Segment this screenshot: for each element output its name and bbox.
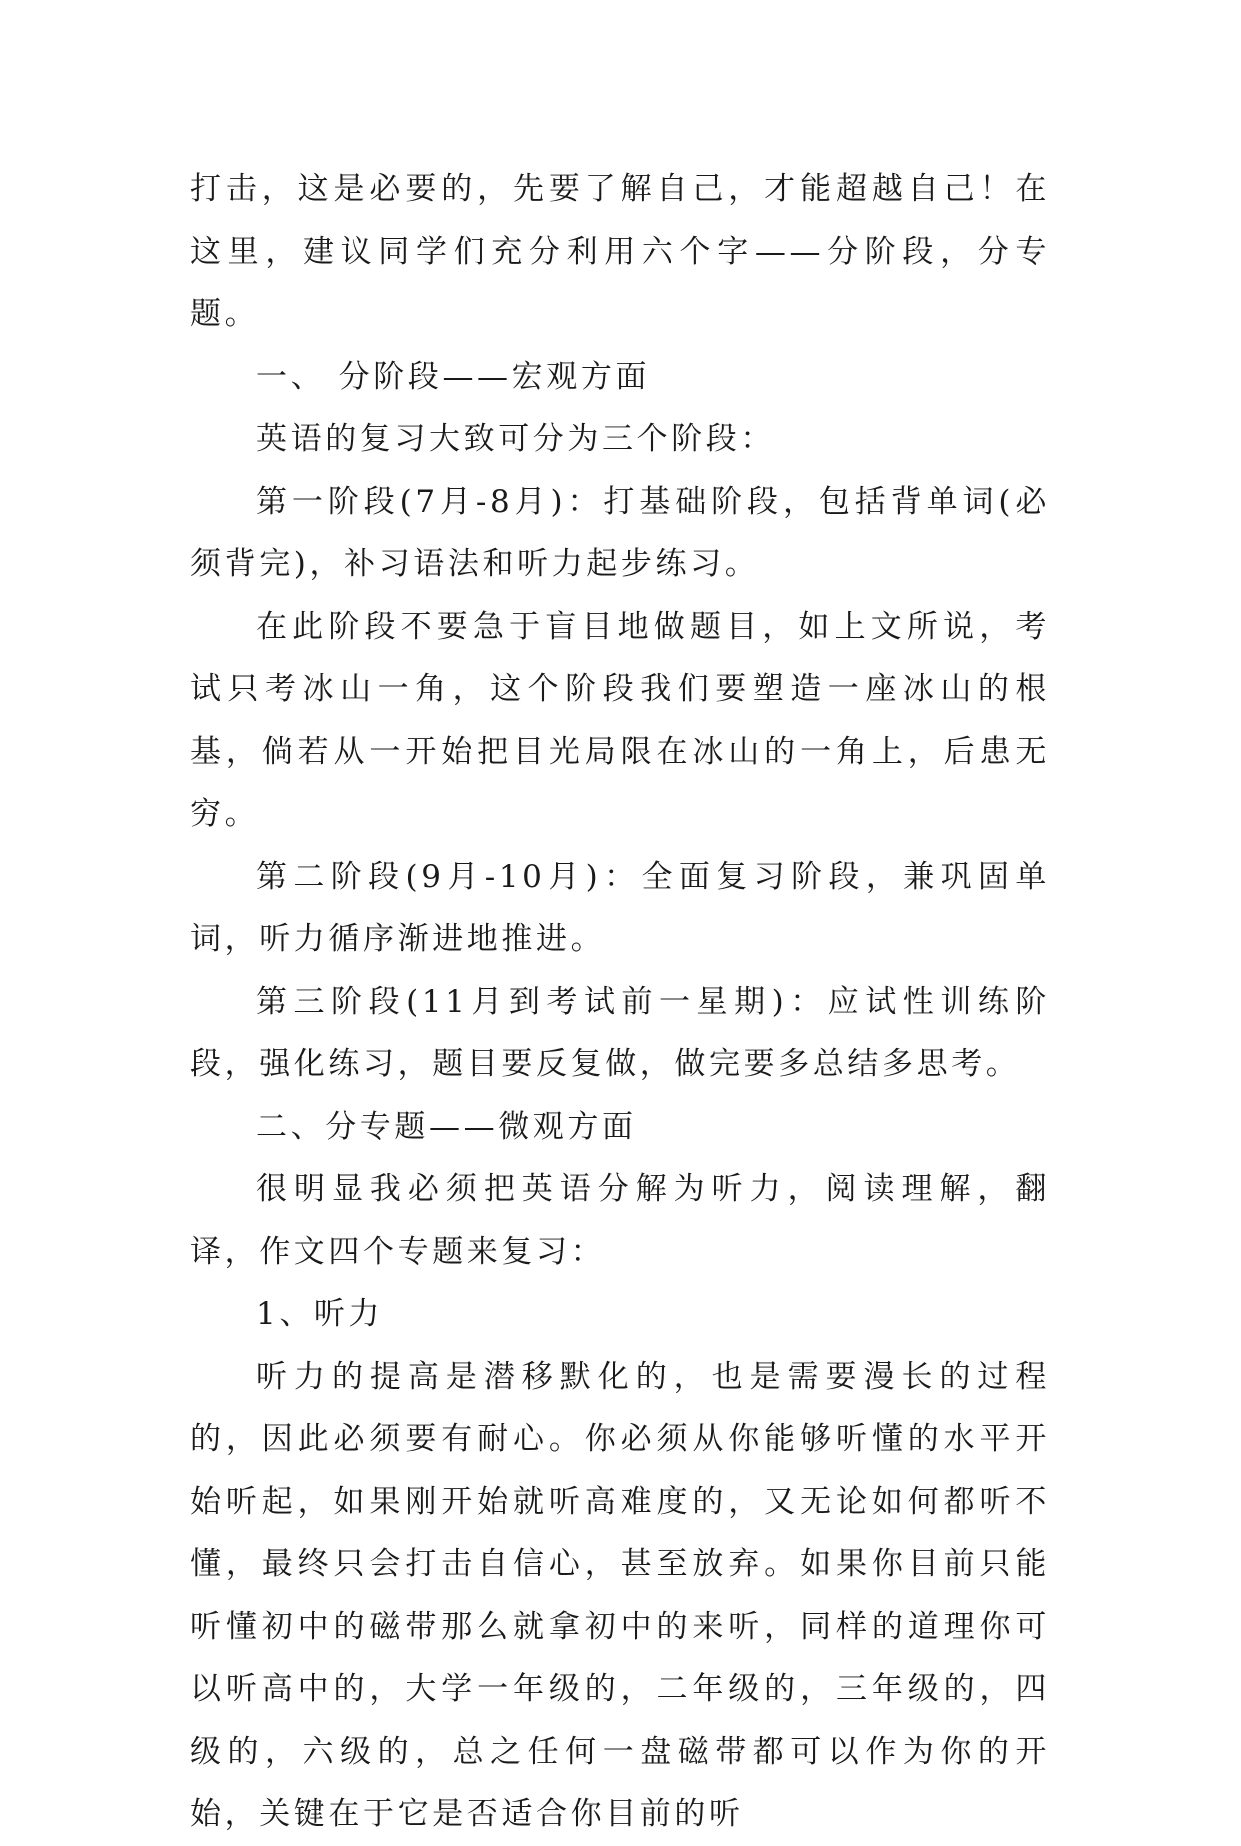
paragraph-stage-two: 第二阶段(9月-10月)：全面复习阶段，兼巩固单词，听力循序渐进地推进。 xyxy=(190,858,1050,957)
paragraph-intro: 打击，这是必要的，先要了解自己，才能超越自己！在这里，建议同学们充分利用六个字——分阶段，分专题。 xyxy=(190,171,1050,332)
section-heading-topics: 二、分专题——微观方面 xyxy=(256,1108,637,1145)
paragraph-stage-one-advice: 在此阶段不要急于盲目地做题目，如上文所说，考试只考冰山一角，这个阶段我们要塑造一座冰山的根基，倘若从一开始把目光局限在冰山的一角上，后患无穷。 xyxy=(190,608,1050,832)
paragraph-listening: 听力的提高是潜移默化的，也是需要漫长的过程的，因此必须要有耐心。你必须从你能够听懂的水平开始听起，如果刚开始就听高难度的，又无论如何都听不懂，最终只会打击自信心，甚至放弃。如果你目前只能听懂初中的磁带那么就拿初中的来听，同样的道理你可以听高中的，大学一年级的，二年级的，三年级的，四级的，六级的，总之任何一盘磁带都可以作为你的开始，关键在于它是否适合你目前的听 xyxy=(190,1358,1050,1832)
subheading-listening: 1、听力 xyxy=(256,1296,384,1332)
paragraph-stages-overview: 英语的复习大致可分为三个阶段： xyxy=(256,421,775,457)
paragraph-topics-overview: 很明显我必须把英语分解为听力，阅读理解，翻译，作文四个专题来复习： xyxy=(190,1171,1050,1270)
document-body xyxy=(190,158,1050,1846)
section-heading-stages: 一、 分阶段——宏观方面 xyxy=(256,358,651,395)
paragraph-stage-three: 第三阶段(11月到考试前一星期)：应试性训练阶段，强化练习，题目要反复做，做完要多总结多思考。 xyxy=(190,983,1050,1082)
paragraph-stage-one: 第一阶段(7月-8月)：打基础阶段，包括背单词(必须背完)，补习语法和听力起步练习。 xyxy=(190,483,1050,582)
